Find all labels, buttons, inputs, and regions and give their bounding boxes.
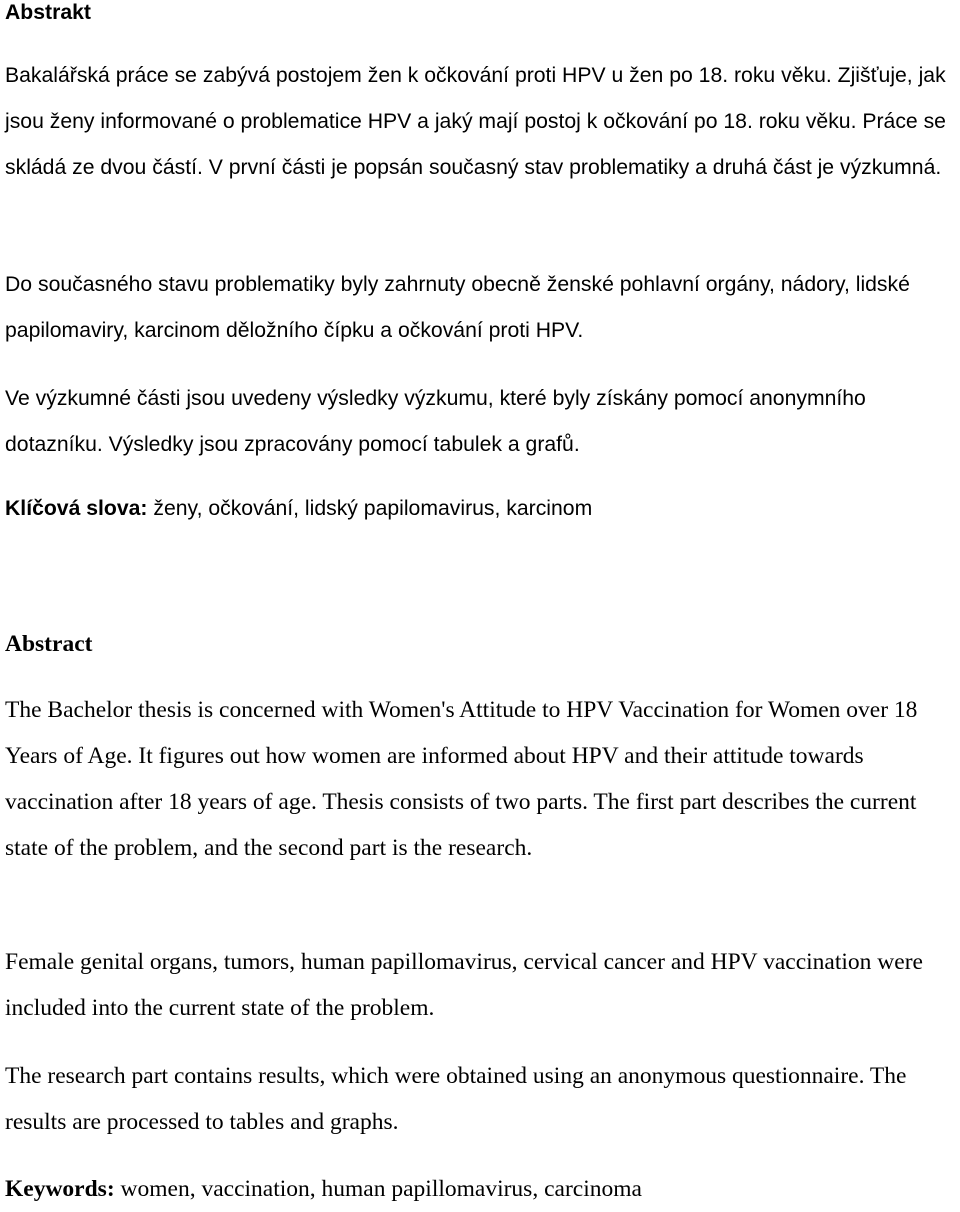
english-paragraph-2: Female genital organs, tumors, human papillomavirus, cervical cancer and HPV vaccination were included into the current state of the problem. [5,949,923,1021]
english-paragraph-1-block [5,687,955,871]
czech-paragraph-1: Bakalářská práce se zabývá postojem žen k očkování proti HPV u žen po 18. roku věku. Zjišťuje, jak jsou ženy informované o problematice HPV a jaký mají postoj k očkování po 18. roku věku. Práce se skládá ze dvou částí. V první části je popsán současný stav problematiky a druhá část je výzkumná. [5,64,946,179]
english-abstract-heading: Abstract [5,631,93,657]
czech-paragraph-1-block [5,53,955,191]
english-keywords [5,1166,955,1212]
english-paragraph-2-block [5,939,955,1031]
english-keywords-label: Keywords: [5,1176,115,1202]
czech-heading-block [5,0,955,36]
czech-keywords-list: ženy, očkování, lidský papilomavirus, karcinom [147,497,593,520]
czech-paragraph-2: Do současného stavu problematiky byly zahrnuty obecně ženské pohlavní orgány, nádory, lidské papilomaviry, karcinom děložního čípku a očkování proti HPV. [5,273,910,342]
czech-keywords-label: Klíčová slova: [5,497,148,520]
english-paragraph-3-block [5,1053,955,1145]
english-paragraph-3: The research part contains results, which were obtained using an anonymous questionnaire. The results are processed to tables and graphs. [5,1063,907,1135]
czech-keywords [5,486,955,532]
english-paragraph-1: The Bachelor thesis is concerned with Women's Attitude to HPV Vaccination for Women over 18 Years of Age. It figures out how women are informed about HPV and their attitude towards vaccination after 18 years of age. Thesis consists of two parts. The first part describes the current state of the problem, and the second part is the research. [5,697,918,861]
czech-abstract-heading: Abstrakt [5,1,91,24]
czech-paragraph-3-block [5,376,955,468]
english-keywords-list: women, vaccination, human papillomavirus, carcinoma [114,1176,642,1202]
czech-paragraph-2-block [5,262,955,354]
czech-paragraph-3: Ve výzkumné části jsou uvedeny výsledky výzkumu, které byly získány pomocí anonymního dotazníku. Výsledky jsou zpracovány pomocí tabulek a grafů. [5,387,866,456]
english-heading-block [5,621,955,667]
